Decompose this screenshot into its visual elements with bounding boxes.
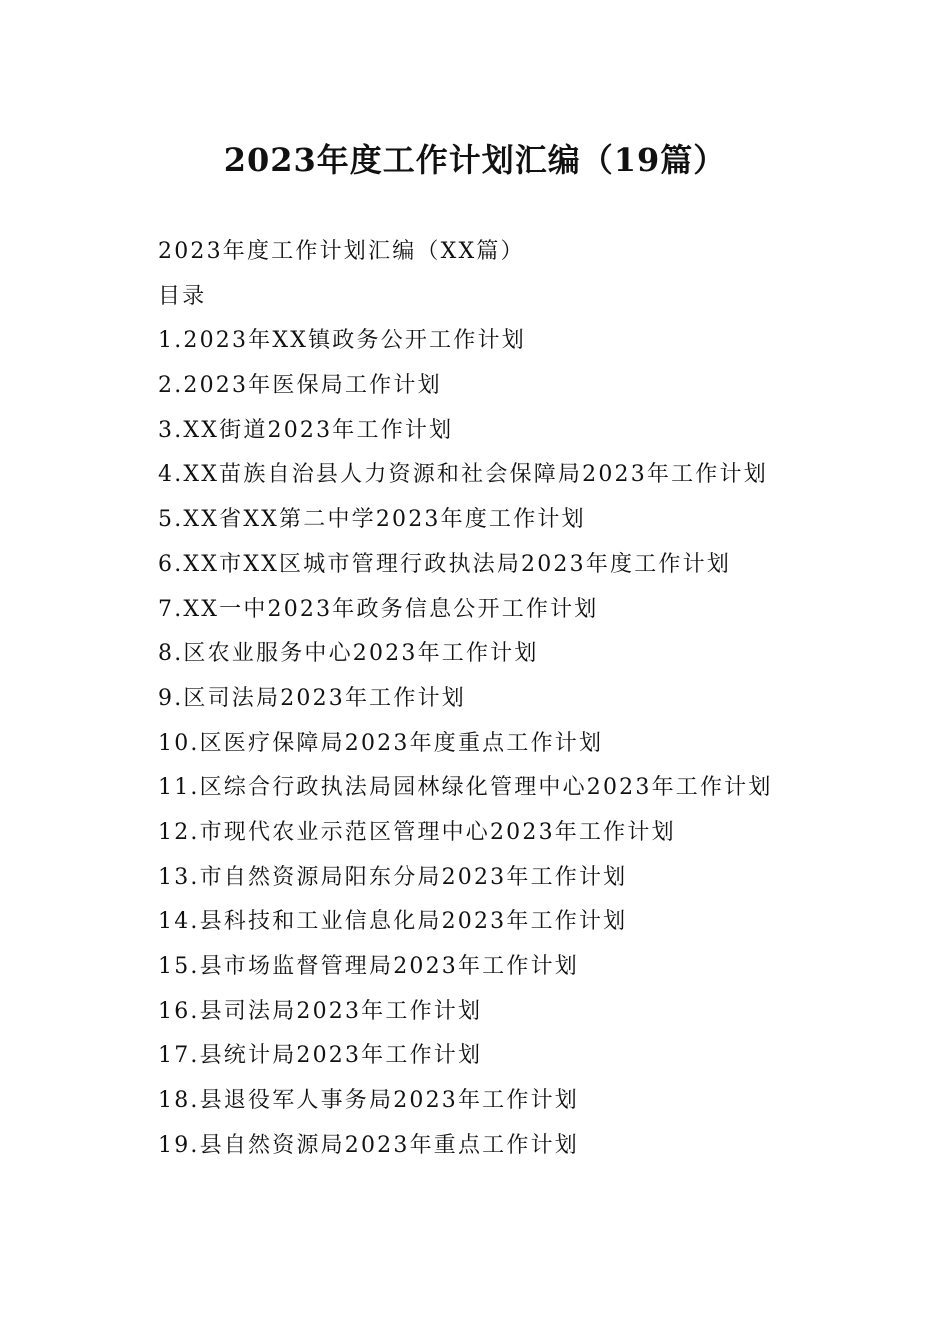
toc-item: 11.区综合行政执法局园林绿化管理中心2023年工作计划 bbox=[158, 775, 773, 801]
toc-item: 6.XX市XX区城市管理行政执法局2023年度工作计划 bbox=[158, 551, 732, 577]
toc-item: 9.区司法局2023年工作计划 bbox=[158, 685, 466, 711]
toc-item: 18.县退役军人事务局2023年工作计划 bbox=[158, 1088, 579, 1114]
document-body bbox=[158, 230, 918, 1168]
document-subtitle: 2023年度工作计划汇编（XX篇） bbox=[158, 239, 525, 264]
toc-item: 4.XX苗族自治县人力资源和社会保障局2023年工作计划 bbox=[158, 462, 768, 488]
toc-item: 3.XX街道2023年工作计划 bbox=[158, 417, 454, 443]
toc-item: 5.XX省XX第二中学2023年度工作计划 bbox=[158, 507, 586, 533]
toc-item: 7.XX一中2023年政务信息公开工作计划 bbox=[158, 596, 599, 622]
toc-item: 8.区农业服务中心2023年工作计划 bbox=[158, 641, 539, 667]
toc-item: 10.区医疗保障局2023年度重点工作计划 bbox=[158, 730, 604, 756]
toc-item: 19.县自然资源局2023年重点工作计划 bbox=[158, 1132, 579, 1158]
toc-item: 1.2023年XX镇政务公开工作计划 bbox=[158, 328, 526, 354]
toc-item: 16.县司法局2023年工作计划 bbox=[158, 998, 483, 1024]
toc-item: 12.市现代农业示范区管理中心2023年工作计划 bbox=[158, 819, 676, 845]
toc-item: 14.县科技和工业信息化局2023年工作计划 bbox=[158, 909, 628, 935]
toc-item: 17.县统计局2023年工作计划 bbox=[158, 1043, 483, 1069]
toc-item: 2.2023年医保局工作计划 bbox=[158, 373, 442, 399]
toc-item: 13.市自然资源局阳东分局2023年工作计划 bbox=[158, 864, 628, 890]
document-title: 2023年度工作计划汇编（19篇） bbox=[223, 141, 727, 179]
toc-item: 15.县市场监督管理局2023年工作计划 bbox=[158, 954, 579, 979]
toc-heading: 目录 bbox=[158, 283, 207, 309]
